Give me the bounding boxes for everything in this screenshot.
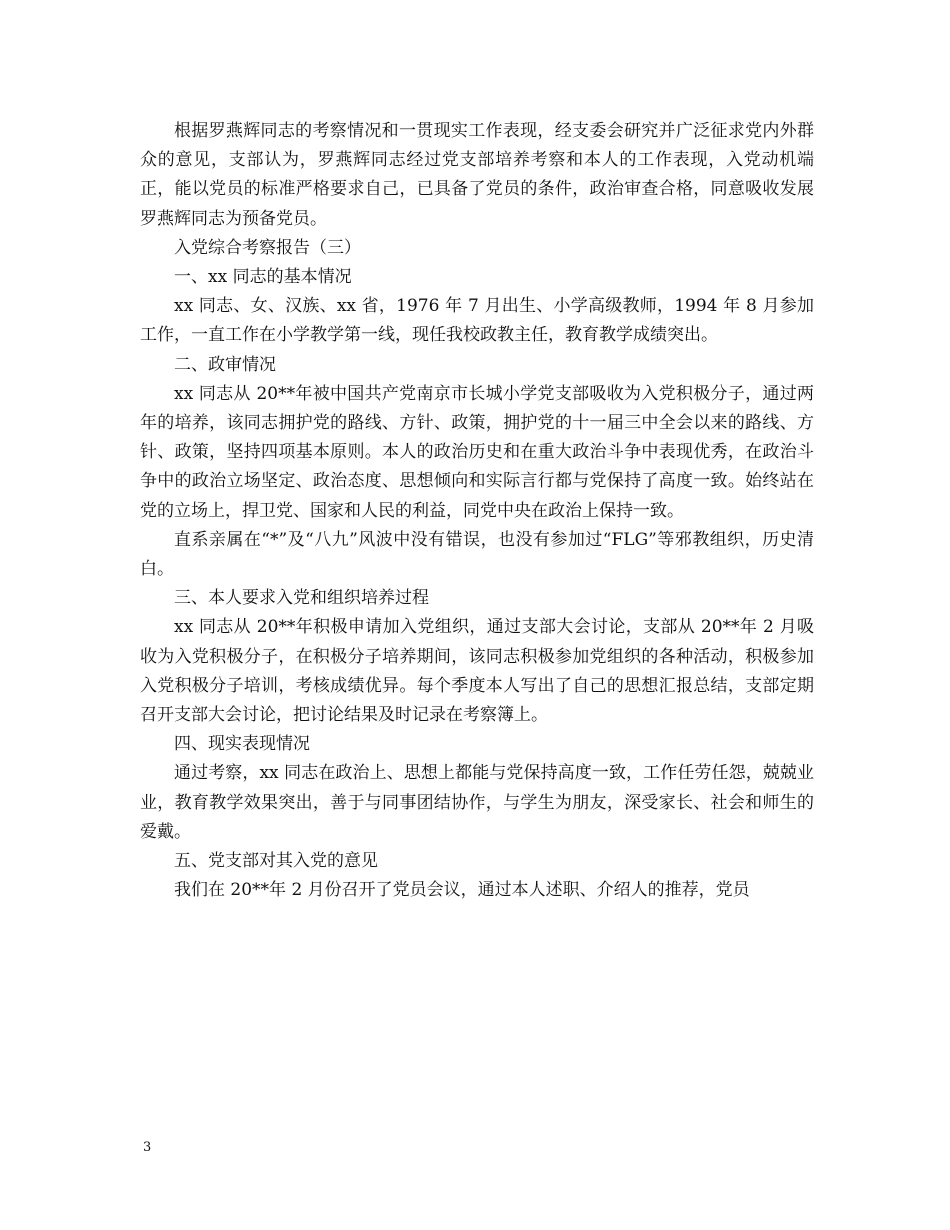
paragraph-conclusion: 根据罗燕辉同志的考察情况和一贯现实工作表现，经支委会研究并广泛征求党内外群众的意见，支部认为，罗燕辉同志经过党支部培养考察和本人的工作表现，入党动机端正，能以党员的标准严格要求自己，已具备了党员的条件，政治审查合格，同意吸收发展罗燕辉同志为预备党员。 bbox=[140, 121, 814, 229]
paragraph-family-record: 直系亲属在“*”及“八九”风波中没有错误，也没有参加过“FLG”等邪教组织，历史清白。 bbox=[140, 529, 814, 580]
section-heading-performance: 四、现实表现情况 bbox=[174, 734, 310, 755]
section-heading-basic-info: 一、xx 同志的基本情况 bbox=[174, 267, 352, 288]
section-heading-application-process: 三、本人要求入党和组织培养过程 bbox=[174, 588, 429, 609]
report-title: 入党综合考察报告（三） bbox=[174, 237, 361, 258]
section-heading-political-review: 二、政审情况 bbox=[174, 354, 276, 375]
section-heading-branch-opinion: 五、党支部对其入党的意见 bbox=[174, 851, 378, 872]
paragraph-application-process: xx 同志从 20**年积极申请加入党组织，通过支部大会讨论，支部从 20**年 2 月吸收为入党积极分子，在积极分子培养期间，该同志积极参加党组织的各种活动，积极参加入党积极分子培训，考核成绩优异。每个季度本人写出了自己的思想汇报总结，支部定期召开支部大会讨论，把讨论结果及时记录在考察簿上。 bbox=[140, 617, 814, 726]
page-number: 3 bbox=[143, 1140, 152, 1155]
paragraph-political-review: xx 同志从 20**年被中国共产党南京市长城小学党支部吸收为入党积极分子，通过两年的培养，该同志拥护党的路线、方针、政策，拥护党的十一届三中全会以来的路线、方针、政策，坚持四项基本原则。本人的政治历史和在重大政治斗争中表现优秀，在政治斗争中的政治立场坚定、政治态度、思想倾向和实际言行都与党保持了高度一致。始终站在党的立场上，捍卫党、国家和人民的利益，同党中央在政治上保持一致。 bbox=[140, 383, 814, 521]
paragraph-performance: 通过考察，xx 同志在政治上、思想上都能与党保持高度一致，工作任劳任怨，兢兢业业，教育教学效果突出，善于与同事团结协作，与学生为朋友，深受家长、社会和师生的爱戴。 bbox=[140, 763, 814, 842]
paragraph-branch-opinion: 我们在 20**年 2 月份召开了党员会议，通过本人述职、介绍人的推荐，党员 bbox=[174, 880, 750, 901]
paragraph-basic-info: xx 同志、女、汉族、xx 省，1976 年 7 月出生、小学高级教师，1994 年 8 月参加工作，一直工作在小学教学第一线，现任我校政教主任，教育教学成绩突出。 bbox=[140, 296, 814, 346]
document-body bbox=[140, 117, 814, 905]
